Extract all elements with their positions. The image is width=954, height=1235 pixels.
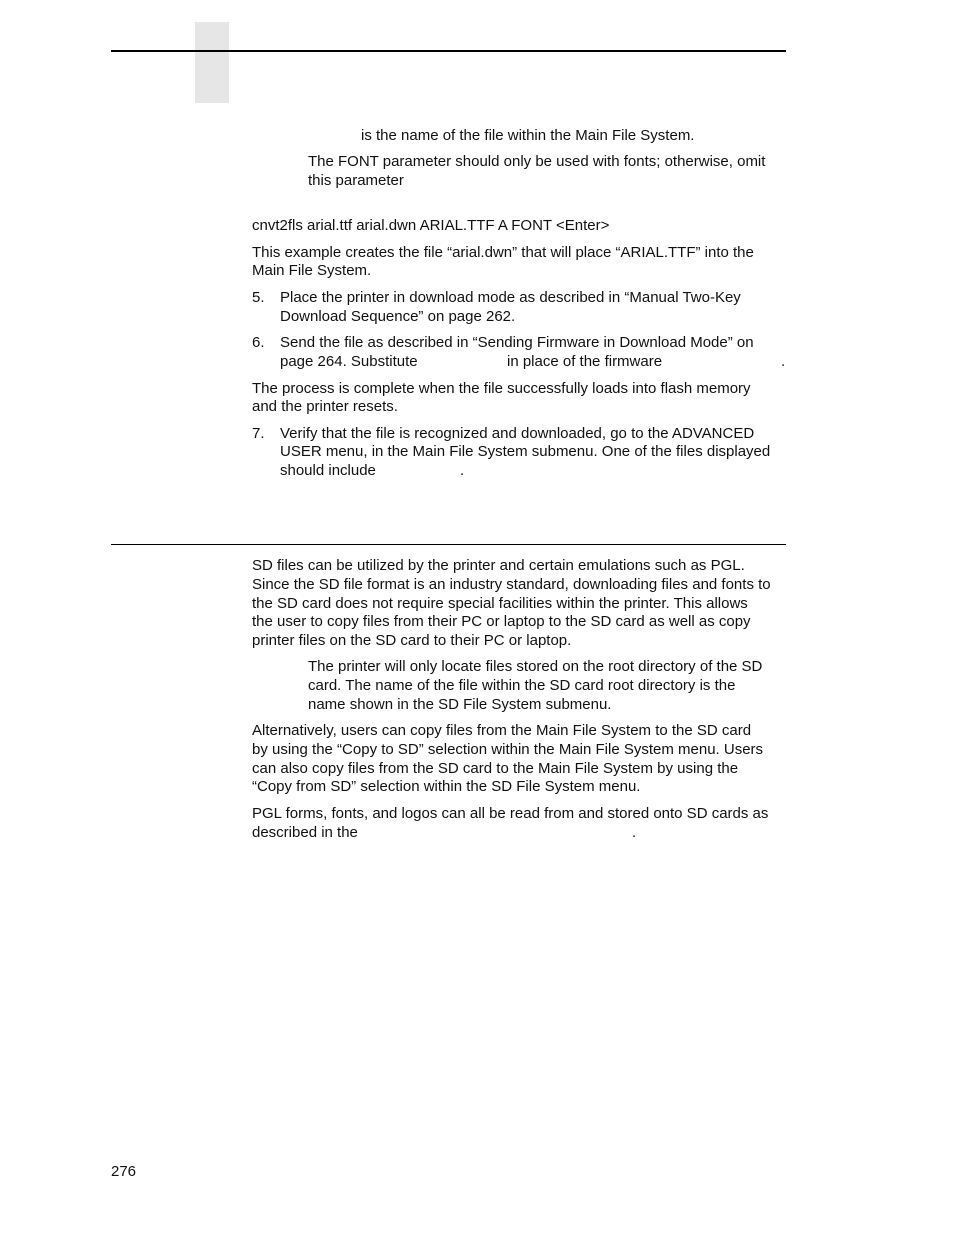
step-6-line-2b: in place of the firmware — [507, 353, 663, 370]
alternative-paragraph-line-4: “Copy from SD” selection within the SD File System menu. — [252, 778, 641, 795]
font-note-line-2: this parameter — [308, 172, 404, 189]
font-note-line-1: The FONT parameter should only be used with fonts; otherwise, omit — [308, 153, 766, 170]
step-6-line-1: Send the file as described in “Sending Firmware in Download Mode” on — [280, 334, 754, 351]
example-description-line-1: This example creates the file “arial.dwn” that will place “ARIAL.TTF” into the — [252, 244, 754, 261]
process-line-2: and the printer resets. — [252, 398, 398, 415]
sd-paragraph-line-1: SD files can be utilized by the printer and certain emulations such as PGL. — [252, 557, 745, 574]
chapter-tab — [195, 22, 229, 103]
sd-paragraph-line-2: Since the SD file format is an industry standard, downloading files and fonts to — [252, 576, 771, 593]
sd-paragraph-line-4: the user to copy files from their PC or laptop to the SD card as well as copy — [252, 613, 751, 630]
example-command: cnvt2fls arial.ttf arial.dwn ARIAL.TTF A FONT <Enter> — [252, 217, 610, 234]
step-7-number: 7. — [252, 425, 265, 442]
pgl-paragraph-line-2b: . — [632, 824, 637, 841]
sd-note-line-2: card. The name of the file within the SD card root directory is the — [308, 677, 736, 694]
step-6-number: 6. — [252, 334, 265, 351]
alternative-paragraph-line-2: by using the “Copy to SD” selection within the Main File System menu. Users — [252, 741, 764, 758]
step-6-line-2a: page 264. Substitute — [280, 353, 418, 370]
alternative-paragraph-line-3: can also copy files from the SD card to the Main File System by using the — [252, 760, 739, 777]
step-7-line-2: USER menu, in the Main File System submenu. One of the files displayed — [280, 443, 771, 460]
process-line-1: The process is complete when the file successfully loads into flash memory — [252, 380, 751, 397]
example-description-line-2: Main File System. — [252, 262, 372, 279]
pgl-paragraph-line-1: PGL forms, fonts, and logos can all be read from and stored onto SD cards as — [252, 805, 769, 822]
step-6-line-2c: . — [781, 353, 786, 370]
page-number: 276 — [111, 1163, 137, 1180]
header-rule — [111, 50, 786, 52]
sd-paragraph-line-3: the SD card does not require special facilities within the printer. This allows — [252, 595, 748, 612]
filename-description: is the name of the file within the Main File System. — [361, 127, 695, 144]
section-rule — [111, 544, 786, 545]
step-7-line-3a: should include — [280, 462, 376, 479]
step-5-number: 5. — [252, 289, 265, 306]
sd-note-line-3: name shown in the SD File System submenu. — [308, 696, 612, 713]
step-5-line-2: Download Sequence” on page 262. — [280, 308, 516, 325]
sd-paragraph-line-5: printer files on the SD card to their PC or laptop. — [252, 632, 572, 649]
alternative-paragraph-line-1: Alternatively, users can copy files from the Main File System to the SD card — [252, 722, 752, 739]
sd-note-line-1: The printer will only locate files stored on the root directory of the SD — [308, 658, 763, 675]
step-7-line-1: Verify that the file is recognized and downloaded, go to the ADVANCED — [280, 425, 755, 442]
pgl-paragraph-line-2a: described in the — [252, 824, 358, 841]
step-7-line-3b: . — [460, 462, 465, 479]
step-5-line-1: Place the printer in download mode as described in “Manual Two-Key — [280, 289, 741, 306]
